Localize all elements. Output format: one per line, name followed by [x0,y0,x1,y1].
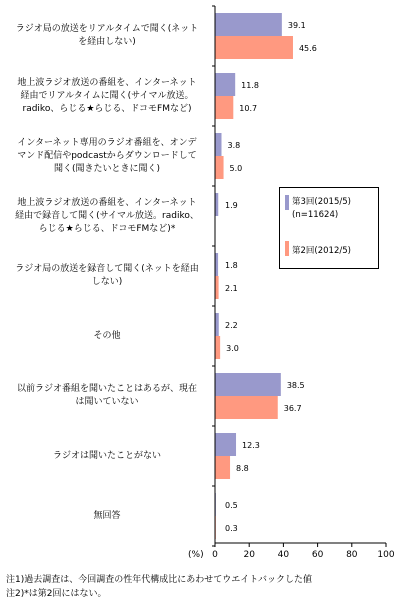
data-label-series-1-7: 38.5 [286,381,305,390]
data-label-series-1-4: 1.9 [225,201,238,210]
bar-series-1-3 [215,133,221,156]
data-label-series-1-2: 11.8 [241,81,259,90]
legend [279,187,379,269]
bar-series-1-2 [215,73,235,96]
data-label-series-2-1: 45.6 [298,44,317,53]
bar-series-2-2 [215,96,233,119]
category-label-6: その他 [93,330,121,341]
category-label-7: 以前ラジオ番組を聞いたことはあるが、現在 は聞いていない [16,384,197,407]
x-tick-label-40: 40 [277,550,290,560]
x-axis-unit-label: (%) [188,550,204,560]
data-label-series-2-5: 2.1 [225,284,238,293]
category-label-2: 地上波ラジオ放送の番組を、インターネット 経由でリアルタイムに聞く(サイマル放送。 radiko、らじる★らじる、ドコモFMなど) [17,77,197,114]
bar-series-2-5 [215,276,219,299]
data-label-series-2-3: 5.0 [229,164,243,173]
bar-series-2-6 [215,336,220,359]
category-label-8: ラジオは聞いたことがない [52,450,161,461]
bar-series-1-8 [215,433,236,456]
x-tick-label-60: 60 [311,550,324,560]
data-label-series-2-8: 8.8 [236,464,249,473]
legend-swatch-series-2 [285,241,289,256]
data-label-series-2-6: 3.0 [226,344,239,353]
bar-series-2-7 [215,396,278,419]
x-tick-label-20: 20 [243,550,255,560]
bar-series-1-1 [215,13,282,36]
notes [6,573,401,601]
data-label-series-1-3: 3.8 [227,141,241,150]
data-label-series-1-8: 12.3 [242,441,260,450]
x-tick-label-0: 0 [212,550,218,560]
bar-series-2-3 [215,156,224,179]
category-label-3: インターネット専用のラジオ番組を、オンデ マンド配信やpodcastからダウンロードして 聞く(聞きたいときに聞く) [17,137,197,174]
bar-series-2-8 [215,456,230,479]
note-1: 注1)過去調査は、今回調査の性年代構成比にあわせてウエイトバックした値 [6,575,313,585]
data-label-series-1-6: 2.2 [225,321,238,330]
category-label-1: ラジオ局の放送をリアルタイムで聞く(ネット を経由しない) [15,24,199,47]
x-tick-label-80: 80 [346,550,358,560]
legend-label-series-2: 第2回(2012/5) [292,246,351,256]
category-label-4: 地上波ラジオ放送の番組を、インターネット 経由で録音して聞く(サイマル放送。radiko、 らじる★らじる、ドコモFMなど)* [15,197,199,234]
data-label-series-1-1: 39.1 [287,21,306,30]
data-label-series-1-5: 1.8 [225,261,238,270]
legend-label-series-1: 第3回(2015/5) [292,197,351,207]
bar-series-1-6 [215,313,219,336]
x-tick-label-100: 100 [377,550,395,560]
data-label-series-2-7: 36.7 [283,404,302,413]
data-label-series-2-2: 10.7 [239,104,258,113]
category-label-9: 無回答 [93,510,121,521]
data-label-series-1-9: 0.5 [225,501,238,510]
bar-series-1-7 [215,373,281,396]
legend-label-series-1-n: (n=11624) [292,210,339,220]
note-2: 注2)*は第2回にはない。 [6,589,107,599]
legend-swatch-series-1 [285,195,289,210]
bar-series-2-1 [215,36,293,59]
category-label-5: ラジオ局の放送を録音して聞く(ネットを経由 しない) [15,264,199,287]
data-label-series-2-9: 0.3 [225,524,238,533]
